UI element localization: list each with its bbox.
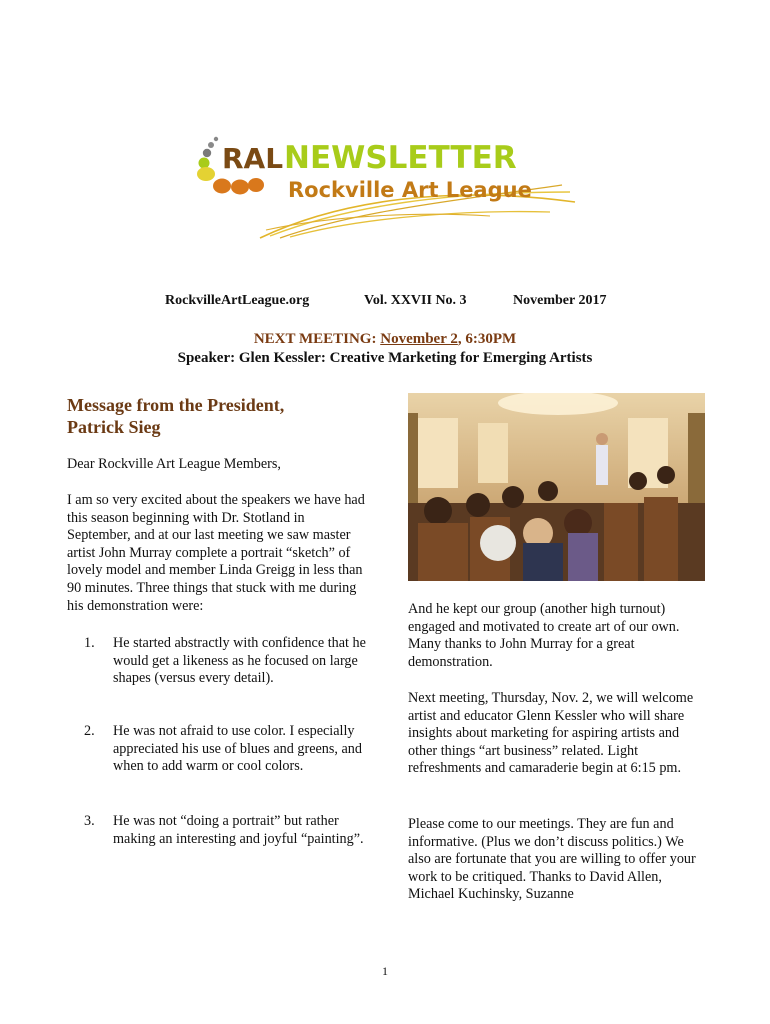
heading-line-2: Patrick Sieg [67, 417, 161, 437]
next-meeting-label: NEXT MEETING: [253, 331, 381, 347]
right-paragraph-3: Please come to our meetings. They are fun and informative. (Plus we don’t discuss politics.) We also are fortunate that you are willing to offer your work to be critiqued. Thanks to David Allen, Michael Kuchinsky, Suzanne [408, 816, 696, 903]
list-item-number: 3. [84, 813, 95, 829]
right-paragraph-1: And he kept our group (another high turnout) engaged and motivated to create art of our own. Many thanks to John Murray for a great demonstration. [408, 601, 680, 670]
list-item-text: He was not afraid to use color. I especially appreciated his use of blues and greens, and when to add warm or cool colors. [113, 723, 362, 775]
next-meeting-time: , 6:30PM [457, 331, 517, 347]
page-number: 1 [382, 964, 388, 978]
list-item-number: 1. [84, 635, 95, 651]
ral-newsletter-logo [190, 130, 590, 240]
speaker-line: Speaker: Glen Kessler: Creative Marketing for Emerging Artists [177, 350, 593, 366]
website-label: RockvilleArtLeague.org [165, 293, 310, 308]
issue-date: November 2017 [513, 293, 607, 308]
president-message-heading [67, 394, 367, 438]
meeting-photo-image [408, 393, 705, 581]
list-item-text: He started abstractly with confidence that he would get a likeness as he focused on large shapes (versus every detail). [113, 635, 366, 687]
heading-line-1: Message from the President, [67, 395, 285, 415]
next-meeting-date-link[interactable]: November 2 [380, 331, 458, 347]
logo-newsletter-text: NEWSLETTER [284, 140, 517, 176]
volume-label: Vol. XXVII No. 3 [364, 293, 467, 308]
next-meeting-line [0, 331, 770, 348]
list-item-number: 2. [84, 723, 95, 739]
meeting-photo [408, 393, 705, 581]
list-item-text: He was not “doing a portrait” but rather making an interesting and joyful “painting”. [113, 813, 364, 847]
right-paragraph-2: Next meeting, Thursday, Nov. 2, we will welcome artist and educator Glenn Kessler who will share insights about marketing for aspiring artists and other things “art business” related. Light refreshments and camaraderie begin at 6:15 pm. [408, 690, 694, 777]
greeting-paragraph: Dear Rockville Art League Members, [67, 456, 281, 472]
intro-paragraph: I am so very excited about the speakers we have had this season beginning with Dr. Stotland in September, and at our last meeting we saw master artist John Murray complete a portrait “sketch” of lovely model and member Linda Greigg in less than 90 minutes. Three things that stuck with me during his demonstration were: [67, 492, 365, 614]
logo-subtitle: Rockville Art League [288, 178, 532, 202]
logo-ral-text: RAL [222, 142, 284, 175]
